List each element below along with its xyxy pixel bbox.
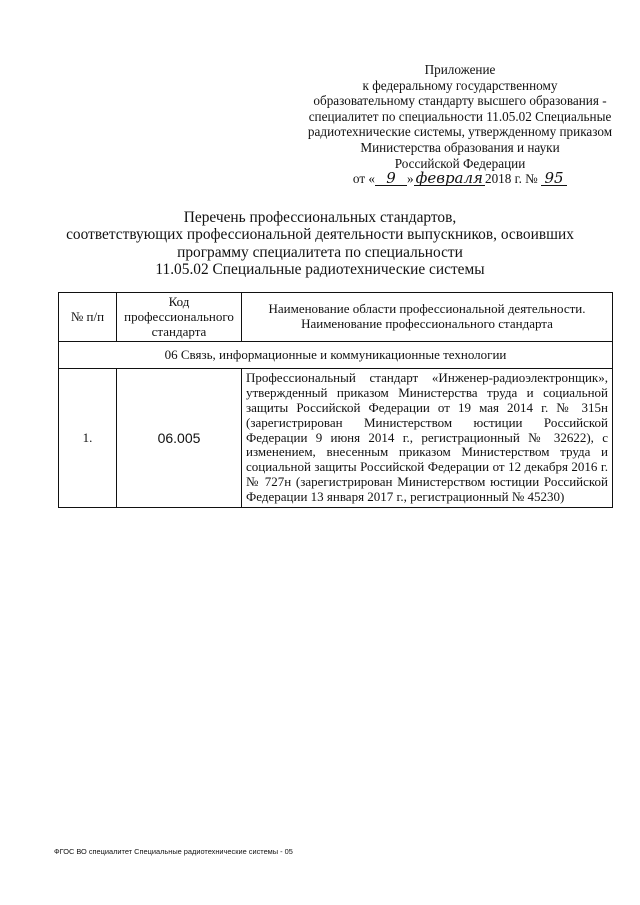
document-title	[30, 209, 610, 279]
appendix-header	[300, 62, 620, 187]
header-name-line2: Наименование профессионального стандарта	[301, 316, 553, 332]
header-num: № п/п	[59, 293, 117, 342]
appendix-line: радиотехнические системы, утвержденному приказом	[307, 124, 613, 140]
order-date-line	[300, 171, 620, 187]
row-code: 06.005	[117, 369, 242, 507]
handwritten-month: февраля	[415, 169, 483, 188]
title-line: 11.05.02 Специальные радиотехнические системы	[155, 261, 485, 279]
appendix-line: образовательному стандарту высшего образования -	[313, 93, 607, 109]
appendix-line: Министерства образования и науки	[360, 139, 560, 155]
title-line: программу специалитета по специальности	[177, 243, 463, 261]
title-line: соответствующих профессиональной деятельности выпускников, освоивших	[66, 226, 574, 244]
handwritten-day: 9	[375, 171, 407, 186]
section-title: 06 Связь, информационные и коммуникационные технологии	[59, 342, 613, 369]
table-header-row	[59, 293, 613, 342]
date-close-quote: »	[407, 171, 414, 187]
header-name-line1: Наименование области профессиональной деятельности.	[268, 301, 586, 317]
title-line: Перечень профессиональных стандартов,	[183, 209, 457, 226]
table-row	[59, 369, 613, 507]
header-name	[242, 293, 613, 342]
date-prefix: от «	[352, 171, 375, 187]
section-row	[59, 342, 613, 369]
appendix-line: Российской Федерации	[394, 155, 526, 171]
header-code: Код профессионального стандарта	[117, 293, 242, 342]
handwritten-order-number: 95	[541, 171, 567, 186]
appendix-line: специалитет по специальности 11.05.02 Специальные	[308, 108, 612, 124]
row-description: Профессиональный стандарт «Инженер-радиоэлектронщик», утвержденный приказом Министерства труда и социальной защиты Российской Федерации от 19 мая 2014 г. № 315н (зарегистрирован Министерством юстиции Российской Федерации 9 июня 2014 г., регистрационный № 32622), с изменением, внесенным приказом Министерством труда и социальной защиты Российской Федерации от 12 декабря 2016 г. № 727н (зарегистрирован Министерством юстиции Российской Федерации 13 января 2017 г., регистрационный № 45230)	[242, 369, 613, 507]
page-footer: ФГОС ВО специалитет Специальные радиотехнические системы - 05	[54, 847, 293, 856]
standards-table	[58, 292, 613, 508]
appendix-line: к федеральному государственному	[362, 77, 558, 93]
row-number: 1.	[59, 369, 117, 507]
appendix-line: Приложение	[424, 62, 496, 77]
date-year: 2018 г. №	[484, 171, 538, 187]
